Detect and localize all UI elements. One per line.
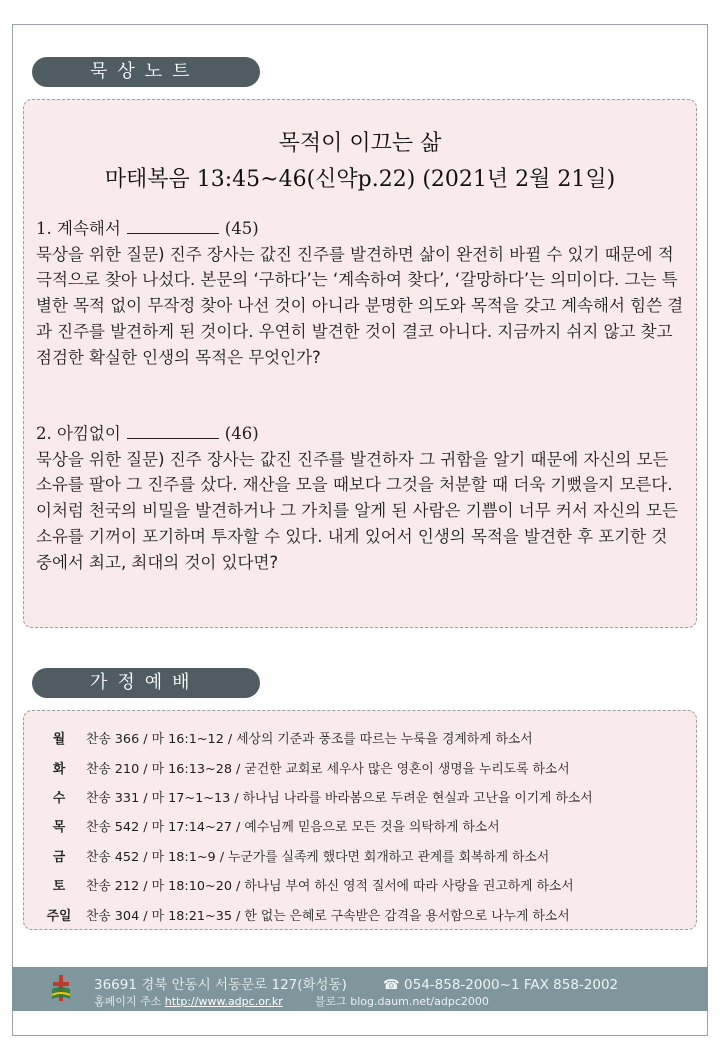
question-keyword: 계속해서 xyxy=(57,219,121,238)
scripture-reference: 마태복음 13:45~46(신약p.22) (2021년 2월 21일) xyxy=(104,167,616,192)
day-label: 월 xyxy=(52,732,66,748)
schedule-text: 찬송 331 / 마 17~1~13 / 하나님 나라를 바라봄으로 두려운 현실과 고난을 이기게 하소서 xyxy=(86,790,593,806)
sermon-title: 목적이 이끄는 삶 xyxy=(278,131,442,156)
schedule-row xyxy=(32,899,692,928)
schedule-text: 찬송 304 / 마 18:21~35 / 한 없는 은혜로 구속받은 감격을 용서함으로 나누게 하소서 xyxy=(86,908,570,924)
schedule-text: 찬송 212 / 마 18:10~20 / 하나님 부여 하신 영적 질서에 따라 사랑을 권고하게 하소서 xyxy=(86,879,574,895)
schedule-row xyxy=(32,752,692,781)
day-label: 목 xyxy=(52,820,66,836)
question-1 xyxy=(36,216,688,370)
day-label: 금 xyxy=(52,849,66,865)
verse-ref: (46) xyxy=(224,424,259,443)
question-2-header xyxy=(36,421,688,447)
question-keyword: 아낌없이 xyxy=(57,424,121,443)
family-worship-box xyxy=(23,710,697,930)
phone-fax: ☎ 054-858-2000~1 FAX 858-2002 xyxy=(382,977,619,993)
day-label: 주일 xyxy=(46,908,72,924)
homepage-label: 홈페이지 주소 xyxy=(94,995,162,1008)
church-footer xyxy=(12,967,708,1011)
church-address: 36691 경북 안동시 서동문로 127(화성동) xyxy=(94,977,347,993)
blog-address[interactable]: blog.daum.net/adpc2000 xyxy=(350,995,489,1008)
day-label: 화 xyxy=(52,761,66,777)
schedule-row xyxy=(32,841,692,870)
fill-in-blank[interactable] xyxy=(127,424,219,439)
question-number: 2. xyxy=(36,424,52,443)
footer-contact-line xyxy=(94,973,618,993)
day-label: 수 xyxy=(52,790,66,806)
schedule-row xyxy=(32,782,692,811)
schedule-text: 찬송 366 / 마 16:1~12 / 세상의 기준과 풍조를 따르는 누룩을 경계하게 하소서 xyxy=(86,732,533,748)
section-label-meditation: 묵상노트 xyxy=(32,57,260,87)
schedule-row xyxy=(32,723,692,752)
section-label-family-worship: 가정예배 xyxy=(32,668,260,698)
fill-in-blank[interactable] xyxy=(127,219,219,234)
schedule-row xyxy=(32,811,692,840)
day-label: 토 xyxy=(52,879,66,895)
church-cross-logo-icon xyxy=(50,975,72,1003)
verse-ref: (45) xyxy=(224,219,259,238)
schedule-row xyxy=(32,870,692,899)
question-1-header xyxy=(36,216,688,242)
footer-web-line xyxy=(94,993,489,1009)
meditation-box xyxy=(23,99,697,628)
question-body: 묵상을 위한 질문) 진주 장사는 값진 진주를 발견하면 삶이 완전히 바뀔 수 있기 때문에 적극적으로 찾아 나섰다. 본문의 ‘구하다’는 ‘계속하여 찾다’, ‘갈망하다’는 의미이다. 그는 특별한 목적 없이 무작정 찾아 나선 것이 아니라 분명한 의도와 목적을 갖고 계속해서 힘쓴 결과 진주를 발견하게 된 것이다. 우연히 발견한 것이 결코 아니다. 지금까지 쉬지 않고 찾고 점검한 확실한 인생의 목적은 무엇인가? xyxy=(36,244,684,367)
blog-label: 블로그 xyxy=(314,995,347,1008)
worship-schedule xyxy=(32,723,692,929)
question-2 xyxy=(36,421,688,575)
schedule-text: 찬송 210 / 마 16:13~28 / 굳건한 교회로 세우사 많은 영혼이 생명을 누리도록 하소서 xyxy=(86,761,570,777)
question-body: 묵상을 위한 질문) 진주 장사는 값진 진주를 발견하자 그 귀함을 알기 때문에 자신의 모든 소유를 팔아 그 진주를 샀다. 재산을 모을 때보다 그것을 처분할 때 더욱 기뻤을지 모른다. 이처럼 천국의 비밀을 발견하거나 그 가치를 알게 된 사람은 기쁨이 너무 커서 자신의 모든 소유를 기꺼이 포기하며 투자할 수 있다. 내게 있어서 인생의 목적을 발견한 후 포기한 것 중에서 최고, 최대의 것이 있다면? xyxy=(36,449,678,572)
schedule-text: 찬송 452 / 마 18:1~9 / 누군가를 실족케 했다면 회개하고 관계를 회복하게 하소서 xyxy=(86,849,550,865)
question-number: 1. xyxy=(36,219,52,238)
schedule-text: 찬송 542 / 마 17:14~27 / 예수님께 믿음으로 모든 것을 의탁하게 하소서 xyxy=(86,820,500,836)
homepage-link[interactable]: http://www.adpc.or.kr xyxy=(164,995,283,1008)
